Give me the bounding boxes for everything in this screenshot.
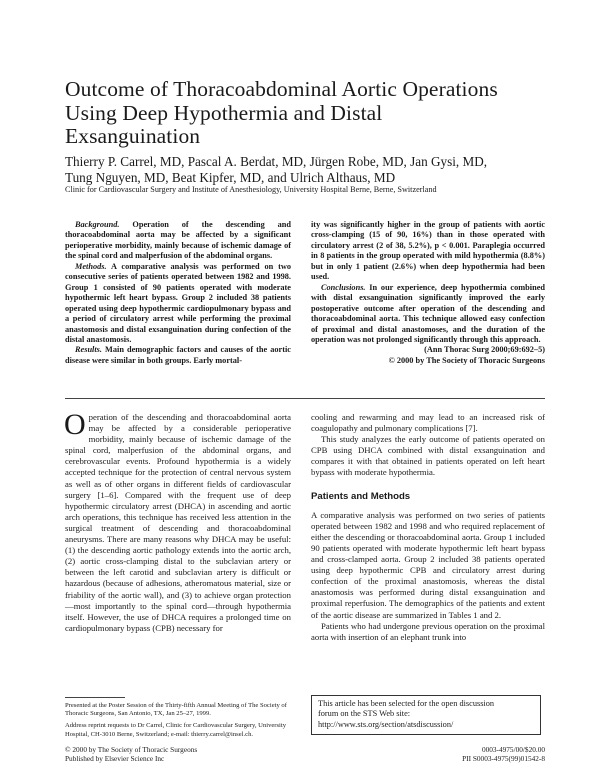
body-left-column bbox=[64, 408, 291, 634]
abstract-conclusions-text: In our experience, deep hypothermia combined with distal exsanguination significantly improved the early postoperative outcome after operation of the descending and thoracoabdominal aorta. This technique allowed easy confection of proximal and distal anastomoses, and the duration of the operation was not prolonged significantly through this approach. bbox=[311, 282, 545, 344]
body-right-column bbox=[311, 412, 545, 643]
abstract-copyright: © 2000 by The Society of Thoracic Surgeons bbox=[388, 355, 545, 365]
abstract-conclusions bbox=[311, 283, 545, 346]
footnote-divider bbox=[65, 697, 125, 698]
footer-identifiers bbox=[462, 745, 545, 763]
abstract-methods-label: Methods. bbox=[75, 261, 107, 271]
author-list bbox=[65, 154, 565, 185]
footnotes bbox=[65, 702, 291, 743]
footer-publisher-name: Published by Elsevier Science Inc bbox=[65, 754, 165, 763]
article-title bbox=[65, 78, 545, 149]
abstract-methods bbox=[65, 262, 291, 346]
abstract-conclusions-label: Conclusions. bbox=[321, 282, 366, 292]
abstract-background-text: Operation of the descending and thoracoabdominal aorta may be affected by a significant perioperative morbidity, mainly because of ischemic damage of the spinal cord and malperfusion of the abdominal organs. bbox=[65, 220, 292, 261]
presented-footnote: Presented at the Poster Session of the Thirty-fifth Annual Meeting of The Society of Thoracic Surgeons, San Antonio, TX, Jan 25–27, 1999. bbox=[65, 702, 287, 718]
abstract-background bbox=[65, 220, 291, 262]
abstract-methods-text: A comparative analysis was performed on two consecutive series of patients operated between 1982 and 1998. Group 1 consisted of 90 patients operated with moderate hypothermic left heart bypass. Group 2 included 38 patients operated using deep hypothermic cardiopulmonary bypass and a period of circulatory arrest while performing the proximal anastomosis and distal exsanguination during confection of the distal anastomosis. bbox=[65, 261, 291, 344]
intro-continued: cooling and rewarming and may lead to an increased risk of coagulopathy and pulmonary complications [7]. bbox=[311, 412, 545, 434]
journal-citation: (Ann Thorac Surg 2000;69:692–5) bbox=[424, 345, 545, 355]
forum-url-link[interactable]: http://www.sts.org/section/atsdiscussion/ bbox=[318, 719, 454, 729]
methods-paragraph-2: Patients who had undergone previous operation on the proximal aorta with insertion of an elephant trunk into bbox=[311, 620, 545, 642]
abstract-results-text: Main demographic factors and causes of the aortic disease were similar in both groups. Early mortal- bbox=[65, 345, 291, 365]
footer-issn-price: 0003-4975/00/$20.00 bbox=[481, 745, 545, 754]
author-line-2: Tung Nguyen, MD, Beat Kipfer, MD, and Ulrich Althaus, MD bbox=[65, 169, 396, 185]
footer-publisher bbox=[65, 745, 197, 763]
section-heading: Patients and Methods bbox=[311, 490, 411, 502]
title-line-3: Exsanguination bbox=[65, 124, 201, 148]
intro-paragraph bbox=[64, 408, 291, 634]
title-line-1: Outcome of Thoracoabdominal Aortic Operations bbox=[65, 77, 498, 101]
title-line-2: Using Deep Hypothermia and Distal bbox=[65, 100, 383, 125]
forum-line-2: forum on the STS Web site: bbox=[318, 709, 411, 719]
abstract-divider bbox=[65, 398, 545, 399]
abstract-results-continued: ity was significantly higher in the group of patients with aortic cross-clamping (15 of 90, 16%) than in those operated with circulatory arrest (2 of 38, 5.2%), p < 0.001. Paraplegia occurred in 8 patients in the group operated with mild hypothermia (8.8%) but in only 1 patient (2.6%) when deep hypothermia had been used. bbox=[311, 220, 545, 282]
abstract-results bbox=[65, 345, 291, 366]
abstract-right-column bbox=[311, 220, 545, 366]
intro-text: peration of the descending and thoracoabdominal aorta may be affected by a considerable perioperative morbidity, mainly because of ischemic damage of the spinal cord, malperfusion of the abdominal organs, and cerebrovascular events. Profound hypothermia is a widely accepted technique for the protection of central nervous system as well as of other organs in different fields of cardiovascular surgery [1–6]. Compared with the frequent use of deep hypothermic circulatory arrest (DHCA) in ascending and aortic arch operations, this technique has received less attention in the surgical treatment of descending and thoracoabdominal aneurysms. There are many reasons why DHCA may be useful: (1) the descending aortic pathology extends into the aortic arch, (2) aortic cross-clamping distal to the subclavian artery or between the left carotid and subclavian artery is difficult or hazardous (because of adhesions, atheromatous material, size or friability of the aortic wall), and (3) to achieve organ protection—most importantly to the spinal cord—through hypothermia itself. However, the use of DHCA requires a prolonged time on cardiopulmonary bypass (CPB) necessary for bbox=[65, 412, 291, 633]
forum-line-1: This article has been selected for the open discussion bbox=[318, 699, 495, 708]
author-line-1: Thierry P. Carrel, MD, Pascal A. Berdat, MD, Jürgen Robe, MD, Jan Gysi, MD, bbox=[65, 154, 488, 169]
footer-pii: PII S0003-4975(99)01542-8 bbox=[462, 754, 545, 763]
study-aim-paragraph: This study analyzes the early outcome of patients operated on CPB using DHCA combined with distal exsanguination and compares it with that obtained in patients operated on left heart bypass with moderate hypothermia. bbox=[311, 434, 545, 478]
abstract-left-column bbox=[65, 220, 291, 366]
drop-cap: O bbox=[64, 408, 86, 441]
abstract-background-label: Background. bbox=[75, 220, 120, 229]
footer-copyright: © 2000 by The Society of Thoracic Surgeons bbox=[65, 745, 198, 754]
discussion-forum-box bbox=[311, 695, 541, 735]
methods-paragraph-1: A comparative analysis was performed on two series of patients operated between 1982 and 1998 and who required replacement of either the descending or thoracoabdominal aorta. Group 1 included 90 patients operated with moderate hypothermic left heart bypass and cross-clamped aorta. Group 2 included 38 patients operated using deep hypothermic CPB and circulatory arrest during confection of the proximal anastomosis, whereas the distal anastomosis was performed during distal exsanguination and proximal reperfusion. The demographics of the patients and extent of the aortic disease are summarized in Tables 1 and 2. bbox=[311, 509, 545, 620]
affiliation: Clinic for Cardiovascular Surgery and Institute of Anesthesiology, University Hospital Berne, Berne, Switzerland bbox=[65, 185, 437, 194]
address-footnote: Address reprint requests to Dr Carrel, Clinic for Cardiovascular Surgery, University Hospital, CH-3010 Berne, Switzerland; e-mail: thierry.carrel@insel.ch. bbox=[65, 722, 287, 738]
abstract-results-label: Results. bbox=[75, 345, 102, 355]
